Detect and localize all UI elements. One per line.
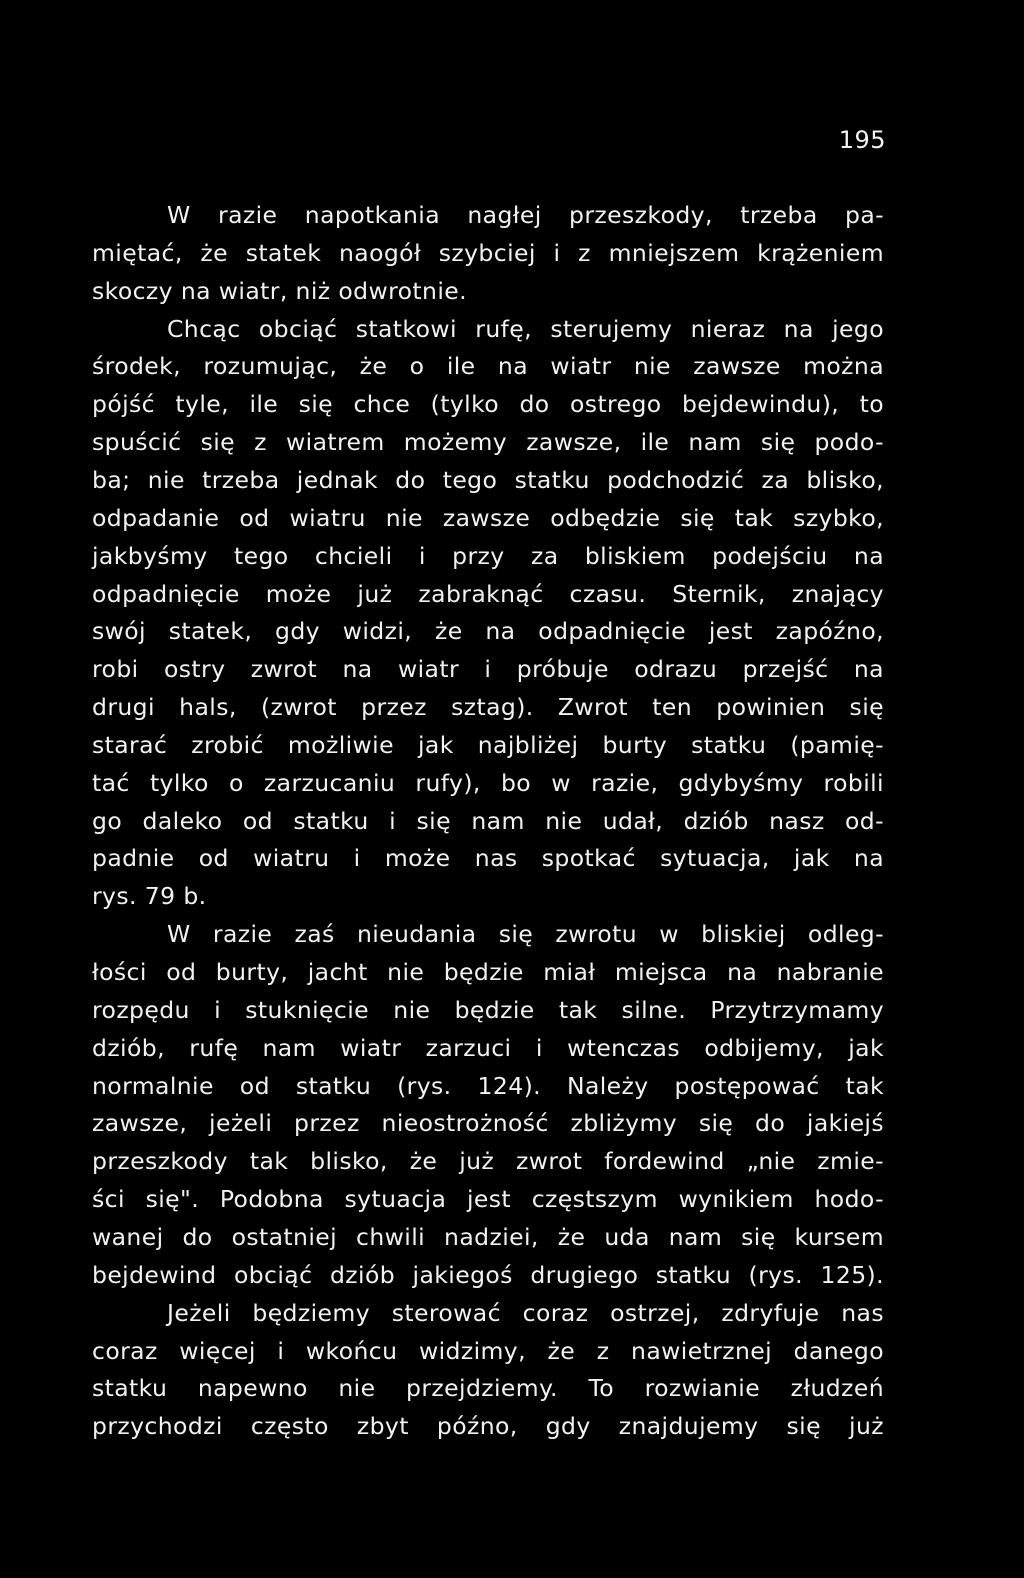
text-line: coraz więcej i wkońcu widzimy, że z nawietrznej danego bbox=[92, 1336, 884, 1365]
text-line: drugi hals, (zwrot przez sztag). Zwrot ten powinien się bbox=[92, 693, 884, 722]
text-line: odpadanie od wiatru nie zawsze odbędzie się tak szybko, bbox=[92, 503, 884, 532]
text-line: rozpędu i stuknięcie nie będzie tak silne. Przytrzymamy bbox=[92, 995, 884, 1024]
text-line: przeszkody tak blisko, że już zwrot fordewind „nie zmie- bbox=[92, 1147, 884, 1176]
text-line: Chcąc obciąć statkowi rufę, sterujemy nieraz na jego bbox=[167, 314, 884, 343]
text-line: statku napewno nie przejdziemy. To rozwianie złudzeń bbox=[92, 1374, 884, 1403]
text-line: pójść tyle, ile się chce (tylko do ostrego bejdewindu), to bbox=[92, 390, 884, 419]
text-line: jakbyśmy tego chcieli i przy za bliskiem podejściu na bbox=[92, 541, 884, 570]
text-line: skoczy na wiatr, niż odwrotnie. bbox=[92, 276, 467, 305]
text-line: przychodzi często zbyt późno, gdy znajdujemy się już bbox=[92, 1412, 884, 1441]
text-line: łości od burty, jacht nie będzie miał miejsca na nabranie bbox=[92, 958, 884, 986]
text-line: ści się". Podobna sytuacja jest częstszym wynikiem hodo- bbox=[92, 1185, 884, 1214]
text-line: W razie napotkania nagłej przeszkody, trzeba pa- bbox=[167, 201, 884, 229]
text-line: środek, rozumując, że o ile na wiatr nie zawsze można bbox=[92, 352, 884, 381]
text-line: starać zrobić możliwie jak najbliżej burty statku (pamię- bbox=[92, 730, 884, 759]
text-line: robi ostry zwrot na wiatr i próbuje odrazu przejść na bbox=[92, 655, 884, 684]
text-line: spuścić się z wiatrem możemy zawsze, ile nam się podo- bbox=[92, 428, 884, 457]
text-line: swój statek, gdy widzi, że na odpadnięcie jest zapóźno, bbox=[92, 617, 884, 646]
text-line: dziób, rufę nam wiatr zarzuci i wtenczas odbijemy, jak bbox=[92, 1033, 884, 1062]
text-line: tać tylko o zarzucaniu rufy), bo w razie, gdybyśmy robili bbox=[92, 768, 884, 797]
text-line: zawsze, jeżeli przez nieostrożność zbliżymy się do jakiejś bbox=[92, 1109, 884, 1138]
text-line: rys. 79 b. bbox=[92, 882, 207, 911]
text-line: W razie zaś nieudania się zwrotu w bliskiej odleg- bbox=[167, 920, 884, 949]
text-line: odpadnięcie może już zabraknąć czasu. Sternik, znający bbox=[92, 579, 884, 608]
text-line: padnie od wiatru i może nas spotkać sytuacja, jak na bbox=[92, 844, 884, 873]
text-line: miętać, że statek naogół szybciej i z mniejszem krążeniem bbox=[92, 238, 884, 267]
page-number: 195 bbox=[838, 126, 886, 154]
text-line: go daleko od statku i się nam nie udał, dziób nasz od- bbox=[92, 806, 884, 835]
text-line: ba; nie trzeba jednak do tego statku podchodzić za blisko, bbox=[92, 465, 884, 494]
text-line: Jeżeli będziemy sterować coraz ostrzej, zdryfuje nas bbox=[167, 1298, 884, 1327]
text-line: bejdewind obciąć dziób jakiegoś drugiego statku (rys. 125). bbox=[92, 1260, 884, 1289]
text-line: wanej do ostatniej chwili nadziei, że uda nam się kursem bbox=[92, 1222, 884, 1251]
text-line: normalnie od statku (rys. 124). Należy postępować tak bbox=[92, 1071, 884, 1100]
